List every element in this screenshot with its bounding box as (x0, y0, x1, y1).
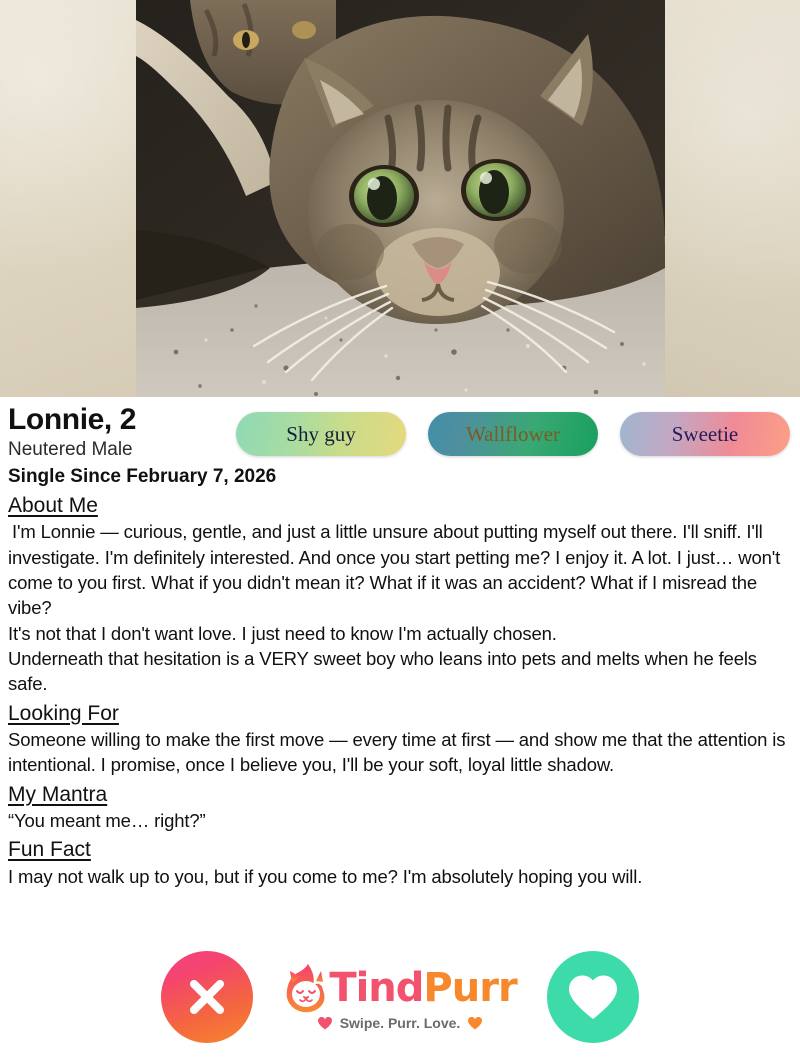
action-bar (0, 935, 800, 1059)
app-logo (275, 963, 525, 1031)
heart-icon (468, 1017, 482, 1030)
fun-fact-paragraph: I may not walk up to you, but if you come to me? I'm absolutely hoping you will. (8, 865, 643, 887)
profile-photo[interactable] (136, 0, 665, 397)
photo-backdrop-right (665, 0, 800, 397)
like-button[interactable] (547, 951, 639, 1043)
trait-badge-wallflower[interactable] (428, 412, 598, 456)
profile-info (0, 397, 800, 889)
brand-tagline: Swipe. Purr. Love. (339, 1015, 461, 1031)
trait-badge-label: Sweetie (671, 421, 739, 446)
nope-button[interactable] (161, 951, 253, 1043)
brand-word-tind: Tind (329, 965, 424, 1011)
name-and-badges-row (8, 403, 792, 461)
section-heading-fun-fact: Fun Fact (8, 838, 91, 862)
section-heading-looking-for: Looking For (8, 701, 119, 725)
trait-badge-shy-guy[interactable] (236, 412, 406, 456)
about-paragraph: Underneath that hesitation is a VERY sweet boy who leans into pets and melts when he feels safe. (8, 648, 757, 695)
page-title: Lonnie, 2 (8, 403, 137, 436)
close-icon (181, 971, 233, 1023)
pet-sex-status: Neutered Male (8, 438, 133, 460)
trait-badge-label: Shy guy (286, 421, 356, 446)
about-paragraph: It's not that I don't want love. I just need to know I'm actually chosen. (8, 622, 557, 644)
trait-badges (236, 412, 790, 456)
trait-badge-sweetie[interactable] (620, 412, 790, 456)
trait-badge-label: Wallflower (466, 421, 560, 446)
single-since-text: Single Since February 7, 2026 (8, 466, 277, 488)
brand-wordmark-row (283, 963, 516, 1013)
brand-word-purr: Purr (423, 965, 517, 1011)
profile-photo-area (0, 0, 800, 397)
photo-backdrop-left (0, 0, 136, 397)
about-paragraph: I'm Lonnie — curious, gentle, and just a little unsure about putting myself out there. I'll sniff. I'll investigate. I'm definitely interested. And once you start petting me? I enjoy it. A lot. I just… won't come to you first. What if you didn't mean it? What if it was an accident? What if I misread the vibe? (8, 521, 781, 619)
looking-for-paragraph: Someone willing to make the first move — every time at first — and show me that the attention is intentional. I promise, once I believe you, I'll be your soft, loyal little shadow. (8, 729, 786, 776)
section-heading-my-mantra: My Mantra (8, 782, 108, 806)
section-heading-about-me: About Me (8, 494, 98, 518)
heart-icon (566, 972, 620, 1022)
heart-icon (318, 1017, 332, 1030)
mantra-paragraph: “You meant me… right?” (8, 810, 206, 832)
brand-tagline-row (318, 1015, 483, 1031)
cat-flame-icon (283, 963, 329, 1013)
